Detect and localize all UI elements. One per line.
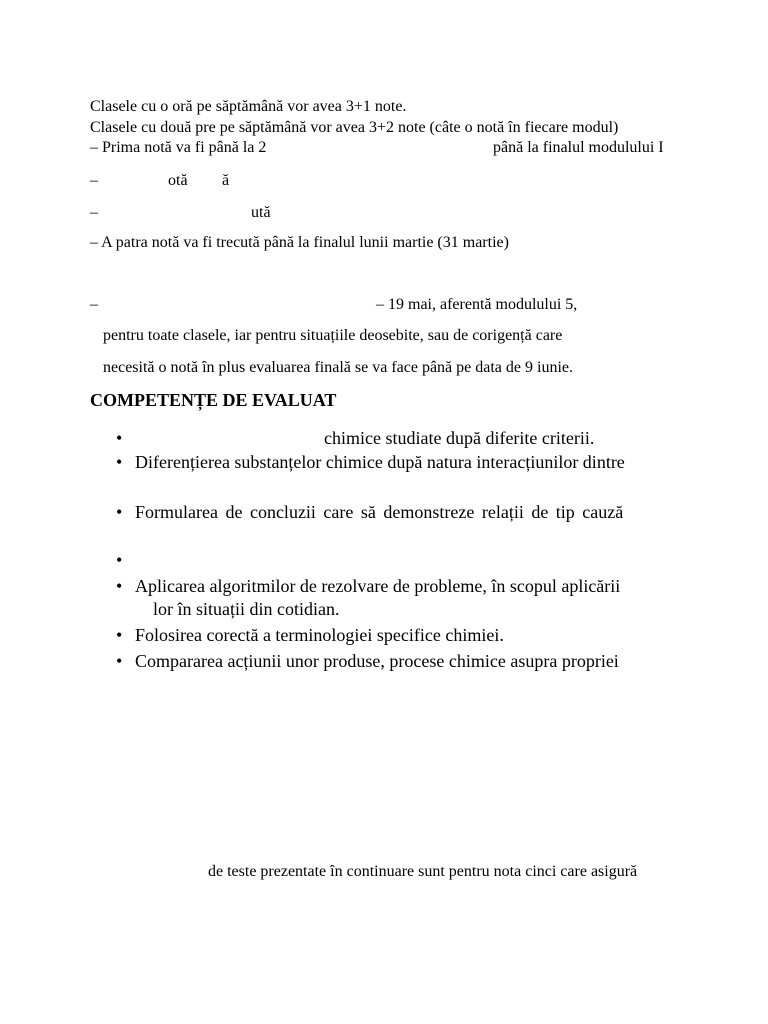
intro-line-5-dash: – bbox=[90, 204, 98, 221]
bullet-marker: • bbox=[116, 651, 123, 671]
intro-line-9: necesită o notă în plus evaluarea finală se va face până pe data de 9 iunie. bbox=[103, 359, 573, 376]
bullet-item-2: Diferențierea substanțelor chimice după natura interacțiunilor dintre bbox=[135, 452, 625, 472]
intro-line-8: pentru toate clasele, iar pentru situațiile deosebite, sau de corigență care bbox=[103, 327, 563, 344]
intro-line-7-dash: – bbox=[90, 296, 98, 313]
intro-line-3-left: – Prima notă va fi până la 2 bbox=[90, 139, 267, 156]
intro-line-1: Clasele cu o oră pe săptămână vor avea 3+1 note. bbox=[90, 98, 407, 115]
intro-line-4-fragment-a: otă bbox=[168, 172, 188, 189]
intro-line-4-fragment-b: ă bbox=[222, 172, 230, 189]
intro-line-6: – A patra notă va fi trecută până la finalul lunii martie (31 martie) bbox=[90, 234, 509, 251]
bullet-marker: • bbox=[116, 428, 123, 448]
intro-line-3-right: până la finalul modulului I bbox=[493, 139, 664, 156]
bullet-marker: • bbox=[116, 452, 123, 472]
bullet-marker: • bbox=[116, 625, 123, 645]
intro-line-7-right: – 19 mai, aferentă modulului 5, bbox=[376, 296, 578, 313]
footer-line: de teste prezentate în continuare sunt pentru nota cinci care asigură bbox=[208, 863, 638, 880]
bullet-marker: • bbox=[116, 576, 123, 596]
bullet-item-6: Folosirea corectă a terminologiei specifice chimiei. bbox=[135, 625, 504, 645]
bullet-marker: • bbox=[116, 550, 123, 570]
intro-line-4-dash: – bbox=[90, 172, 98, 189]
bullet-item-3: Formularea de concluzii care să demonstreze relații de tip cauză bbox=[135, 502, 624, 522]
intro-line-5-fragment: ută bbox=[251, 204, 271, 221]
bullet-item-1: chimice studiate după diferite criterii. bbox=[324, 428, 595, 448]
bullet-item-5-line-2: lor în situații din cotidian. bbox=[153, 599, 340, 619]
bullet-item-5-line-1: Aplicarea algoritmilor de rezolvare de probleme, în scopul aplicării bbox=[135, 576, 621, 596]
intro-line-2: Clasele cu două pre pe săptămână vor avea 3+2 note (câte o notă în fiecare modul) bbox=[90, 119, 619, 136]
bullet-marker: • bbox=[116, 502, 123, 522]
section-title: COMPETENȚE DE EVALUAT bbox=[90, 390, 337, 410]
bullet-item-7: Compararea acțiunii unor produse, procese chimice asupra propriei bbox=[135, 651, 619, 671]
